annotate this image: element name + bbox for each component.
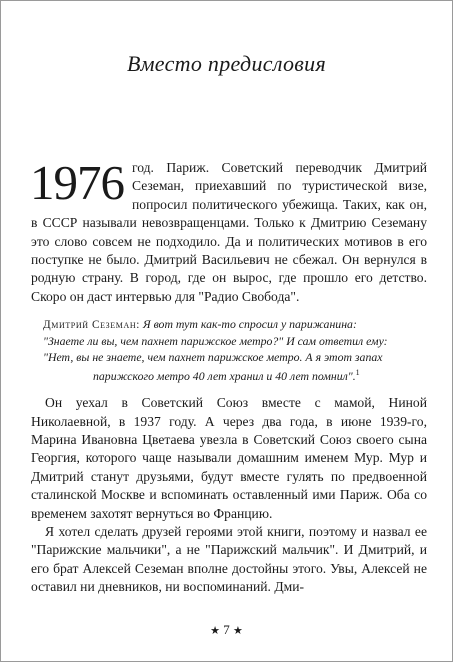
page-number: 7 — [223, 622, 230, 637]
paragraph-3: Я хотел сделать друзей героями этой книги, поэтому и назвал ее "Парижские мальчики", а не "Парижский мальчик". И Дмитрий, и его брат Алексей Сеземан вполне достойны этого. Увы, Алексей не оставил ни дневников, ни воспоминаний. Дми- — [31, 524, 427, 595]
quote-line-4: парижского метро 40 лет хранил и 40 лет помнил". — [93, 369, 356, 384]
footnote-marker: 1 — [355, 368, 360, 378]
drop-number: 1976 — [30, 155, 124, 210]
quote-line-1: Я вот тут как-то спросил у парижанина: — [142, 317, 357, 332]
chapter-title: Вместо предисловия — [127, 51, 326, 76]
quote-line-2: "Знаете ли вы, чем пахнет парижское метро?" И сам ответил ему: — [43, 334, 388, 349]
quote-line-3: "Нет, вы не знаете, чем пахнет парижское метро. А я этот запах — [43, 350, 383, 365]
quote-line-4-wrap — [43, 365, 425, 384]
star-left-icon: ★ — [210, 625, 220, 637]
opening-paragraph — [30, 155, 427, 306]
interview-quote — [31, 316, 427, 384]
quote-speaker: Дмитрий Сеземан: — [43, 319, 140, 332]
star-right-icon: ★ — [233, 625, 243, 637]
page-footer — [1, 622, 452, 638]
opening-paragraph-text: год. Париж. Советский переводчик Дмитрий Сеземан, приехавший по туристической визе, попросил политического убежища. Таких, как он, в СССР называли невозвращенцами. Только к Дмитрию Сеземану это слово совсем не подходило. Да и политических мотивов в его поступке не было. Дмитрий Васильевич не сбежал. Он вернулся в родную страну. В город, где он вырос, где прошло его детство. Скоро он даст интервью для "Радио Свобода". — [31, 160, 427, 304]
page-body — [30, 155, 427, 597]
paragraph-2: Он уехал в Советский Союз вместе с мамой, Ниной Николаевной, в 1937 году. А через два года, в июне 1939-го, Марина Ивановна Цветаева увезла в Советский Союз своего сына Георгия, которого чаще называли домашним именем Мур. Мур и Дмитрий станут друзьями, будут вместе гулять по предвоенной сталинской Москве и вспоминать оставленный ими Париж. Оба со временем захотят вернуться во Францию. — [31, 395, 427, 521]
